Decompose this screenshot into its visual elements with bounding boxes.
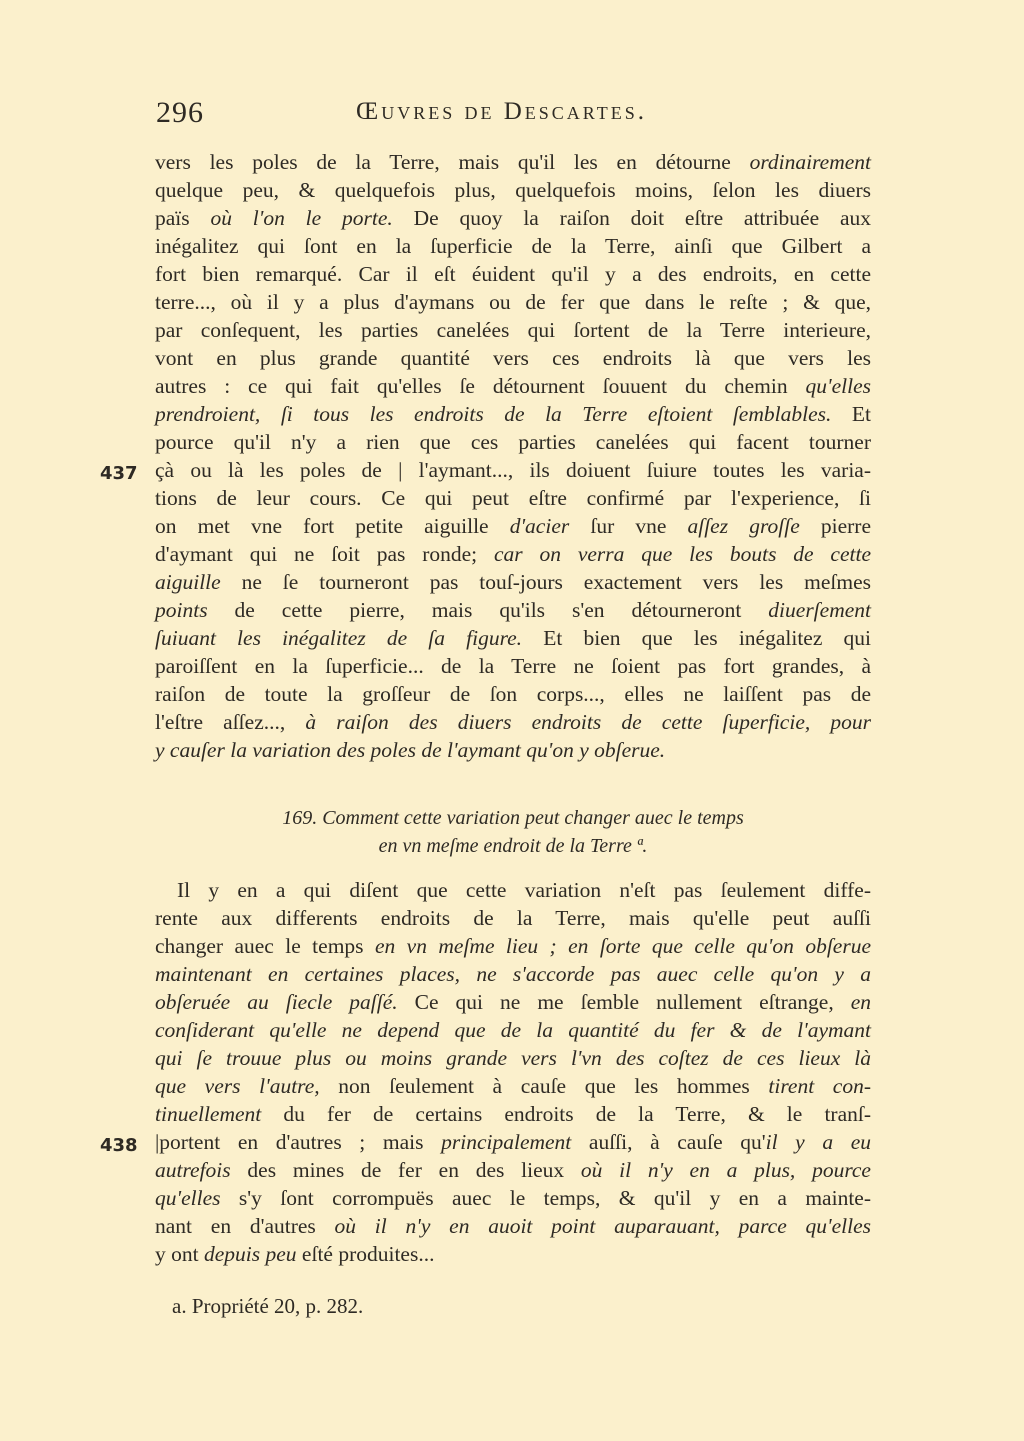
footnote: a. Propriété 20, p. 282. [172, 1294, 364, 1318]
article-heading [155, 804, 871, 860]
text-line: tions de leur cours. Ce qui peut eſtre confirmé par l'experience, ſi [155, 486, 871, 510]
text-line: ſuiuant les inégalitez de ſa figure. Et bien que les inégalitez qui [155, 626, 871, 650]
text-line: autres : ce qui fait qu'elles ſe détournent ſouuent du chemin qu'elles [155, 374, 871, 398]
margin-page-reference: 438 [100, 1135, 138, 1156]
running-title: Œuvres de Descartes. [356, 98, 647, 125]
text-line: fort bien remarqué. Car il eſt éuident qu'il y a des endroits, en cette [155, 262, 871, 286]
text-line: qui ſe trouue plus ou moins grande vers l'vn des coſtez de ces lieux là [155, 1046, 871, 1070]
text-line: y cauſer la variation des poles de l'aymant qu'on y obſerue. [155, 738, 666, 762]
text-line: conſiderant qu'elle ne depend que de la quantité du fer & de l'aymant [155, 1018, 871, 1042]
text-line: païs où l'on le porte. De quoy la raiſon doit eſtre attribuée aux [155, 206, 872, 230]
text-line: rente aux differents endroits de la Terre, mais qu'elle peut auſſi [155, 906, 871, 930]
text-line: obſeruée au ſiecle paſſé. Ce qui ne me ſemble nullement eſtrange, en [155, 990, 871, 1014]
text-line: par conſequent, les parties canelées qui ſortent de la Terre interieure, [155, 318, 871, 342]
text-line: quelque peu, & quelquefois plus, quelquefois moins, ſelon les diuers [155, 178, 871, 202]
text-line: tinuellement du fer de certains endroits de la Terre, & le tranſ- [155, 1102, 871, 1126]
text-line: paroiſſent en la ſuperficie... de la Terre ne ſoient pas fort grandes, à [155, 654, 871, 678]
text-line: y ont depuis peu eſté produites... [155, 1242, 435, 1266]
text-line: vers les poles de la Terre, mais qu'il les en détourne ordinairement [155, 150, 871, 174]
text-line: inégalitez qui ſont en la ſuperficie de la Terre, ainſi que Gilbert a [155, 234, 871, 258]
text-line: autrefois des mines de fer en des lieux où il n'y en a plus, pource [155, 1158, 871, 1182]
text-line: qu'elles s'y ſont corrompuës auec le temps, & qu'il y en a mainte- [155, 1186, 871, 1210]
heading-line-2: en vn meſme endroit de la Terre ª. [378, 835, 648, 857]
text-line: vont en plus grande quantité vers ces endroits là que vers les [155, 346, 871, 370]
text-line: maintenant en certaines places, ne s'accorde pas auec celle qu'on y a [155, 962, 871, 986]
text-line: |portent en d'autres ; mais principalement auſſi, à cauſe qu'il y a eu [155, 1130, 871, 1154]
text-line: Il y en a qui diſent que cette variation n'eſt pas ſeulement diffe- [177, 878, 871, 902]
page-number: 296 [156, 96, 204, 129]
text-line: d'aymant qui ne ſoit pas ronde; car on verra que les bouts de cette [155, 542, 871, 566]
margin-page-reference: 437 [100, 463, 138, 484]
text-line: points de cette pierre, mais qu'ils s'en détourneront diuerſement [155, 598, 871, 622]
heading-line-1: 169. Comment cette variation peut changer auec le temps [282, 807, 744, 829]
text-line: l'eſtre aſſez..., à raiſon des diuers endroits de cette ſuperficie, pour [155, 710, 871, 734]
text-line: pource qu'il n'y a rien que ces parties canelées qui facent tourner [155, 430, 871, 454]
text-line: changer auec le temps en vn meſme lieu ; en ſorte que celle qu'on obſerue [155, 934, 871, 958]
text-line: raiſon de toute la groſſeur de ſon corps..., elles ne laiſſent pas de [155, 682, 871, 706]
text-line: on met vne fort petite aiguille d'acier ſur vne aſſez groſſe pierre [155, 514, 871, 538]
text-line: que vers l'autre, non ſeulement à cauſe que les hommes tirent con- [155, 1074, 872, 1098]
text-line: çà ou là les poles de | l'aymant..., ils doiuent ſuiure toutes les varia- [155, 458, 871, 482]
paragraph-1 [155, 148, 871, 764]
page-header [156, 96, 872, 136]
text-line: nant en d'autres où il n'y en auoit point auparauant, parce qu'elles [155, 1214, 871, 1238]
text-line: prendroient, ſi tous les endroits de la Terre eſtoient ſemblables. Et [155, 402, 872, 426]
paragraph-2 [155, 876, 871, 1268]
text-line: aiguille ne ſe tourneront pas touſ-jours exactement vers les meſmes [155, 570, 871, 594]
text-line: terre..., où il y a plus d'aymans ou de fer que dans le reſte ; & que, [155, 290, 871, 314]
